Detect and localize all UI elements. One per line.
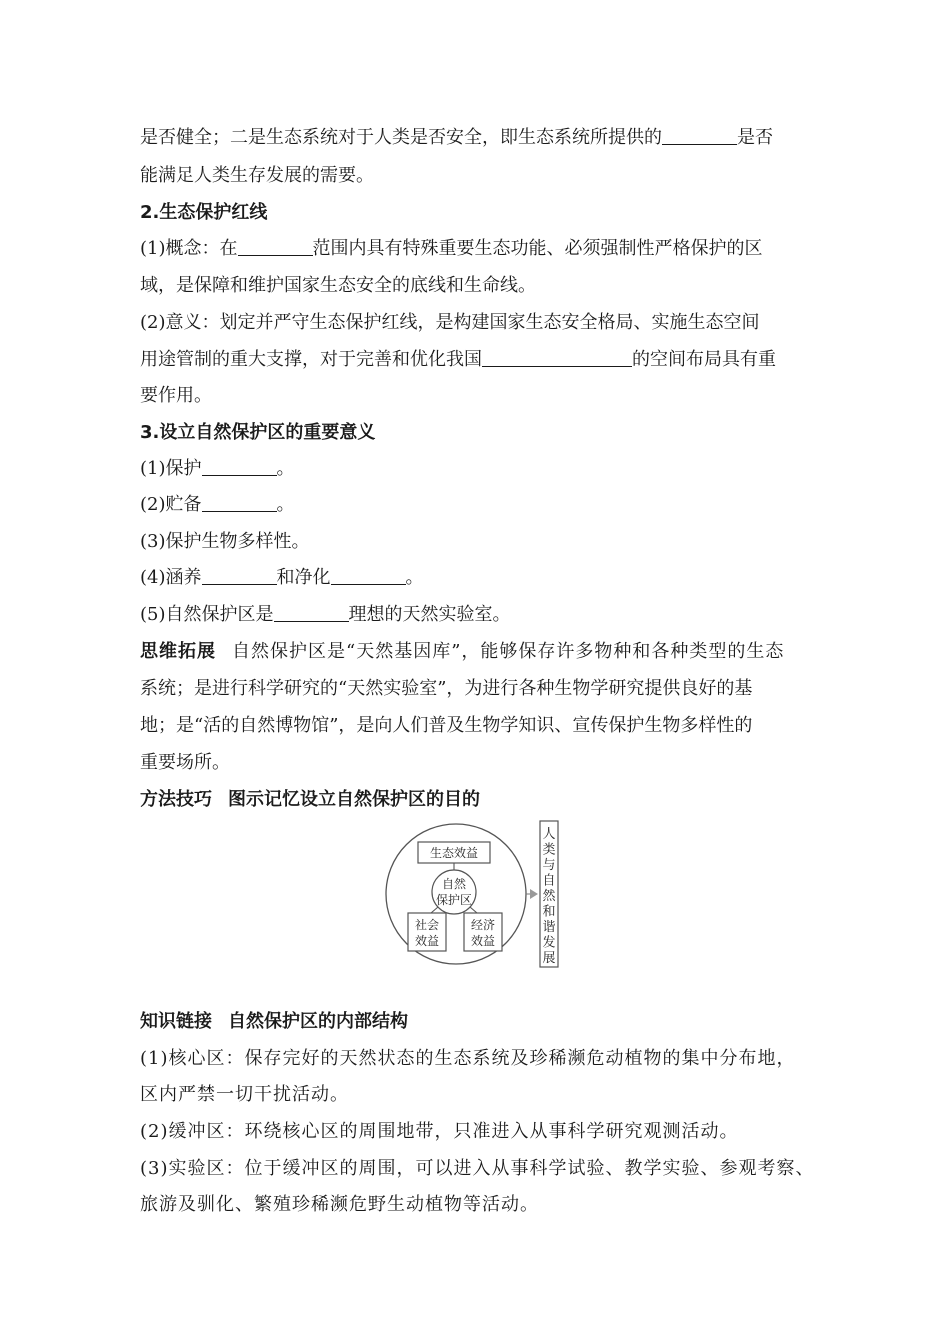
harmony-text bbox=[542, 827, 556, 966]
social-benefit-line2: 效益 bbox=[414, 934, 440, 948]
text: 。 bbox=[405, 567, 424, 588]
knowledge-heading bbox=[140, 1010, 408, 1034]
paragraph-line: 域，是保障和维护国家生态安全的底线和生命线。 bbox=[140, 275, 536, 296]
text: 。 bbox=[276, 458, 295, 479]
text: 是否 bbox=[737, 127, 773, 148]
economic-benefit-line2: 效益 bbox=[470, 934, 496, 948]
harmony-char: 与 bbox=[542, 858, 556, 873]
section-heading: 2.生态保护红线 bbox=[140, 202, 268, 223]
list-item bbox=[140, 493, 295, 517]
paragraph-line: 系统；是进行科学研究的“天然实验室”，为进行各种生物学研究提供良好的基 bbox=[140, 678, 753, 699]
fill-blank[interactable] bbox=[662, 126, 737, 145]
list-item bbox=[140, 566, 424, 590]
text: (5)自然保护区是 bbox=[140, 604, 274, 625]
economic-benefit-line1: 经济 bbox=[470, 918, 496, 932]
fill-blank[interactable] bbox=[482, 348, 632, 367]
list-item: (3)实验区：位于缓冲区的周围，可以进入从事科学试验、教学实验、参观考察、 bbox=[140, 1158, 815, 1179]
social-benefit-line1: 社会 bbox=[414, 918, 440, 932]
text: (2)贮备 bbox=[140, 494, 202, 515]
method-heading bbox=[140, 788, 480, 812]
text: 范围内具有特殊重要生态功能、必须强制性严格保护的区 bbox=[312, 238, 763, 259]
harmony-char: 类 bbox=[542, 842, 556, 858]
knowledge-label: 知识链接 bbox=[140, 1011, 212, 1032]
center-label-line2: 保护区 bbox=[435, 893, 473, 907]
arrow-right-icon bbox=[530, 889, 538, 899]
fill-blank[interactable] bbox=[202, 457, 277, 476]
thinking-label: 思维拓展 bbox=[140, 641, 216, 662]
paragraph-line: 区内严禁一切干扰活动。 bbox=[140, 1084, 349, 1105]
text: 理想的天然实验室。 bbox=[348, 604, 511, 625]
fill-blank[interactable] bbox=[238, 237, 313, 256]
text: 自然保护区是“天然基因库”，能够保存许多物种和各种类型的生态 bbox=[232, 641, 785, 662]
paragraph-line bbox=[140, 237, 763, 261]
center-label-line1: 自然 bbox=[441, 877, 467, 891]
text: (4)涵养 bbox=[140, 567, 202, 588]
knowledge-title: 自然保护区的内部结构 bbox=[228, 1011, 408, 1032]
paragraph-line: 地；是“活的自然博物馆”，是向人们普及生物学知识、宣传保护生物多样性的 bbox=[140, 715, 753, 736]
fill-blank[interactable] bbox=[274, 603, 349, 622]
paragraph-line: 要作用。 bbox=[140, 385, 212, 406]
text: 用途管制的重大支撑，对于完善和优化我国 bbox=[140, 349, 482, 370]
method-title: 图示记忆设立自然保护区的目的 bbox=[228, 789, 480, 810]
list-item: (2)缓冲区：环绕核心区的周围地带，只准进入从事科学研究观测活动。 bbox=[140, 1121, 739, 1142]
harmony-char: 发 bbox=[542, 935, 556, 951]
thinking-extension-line bbox=[140, 640, 784, 664]
protected-area-purpose-diagram bbox=[380, 818, 580, 970]
list-item: (1)核心区：保存完好的天然状态的生态系统及珍稀濒危动植物的集中分布地， bbox=[140, 1048, 796, 1069]
text: 的空间布局具有重 bbox=[632, 349, 776, 370]
paragraph-line: 能满足人类生存发展的需要。 bbox=[140, 165, 374, 186]
method-label: 方法技巧 bbox=[140, 789, 212, 810]
text: 和净化 bbox=[276, 567, 331, 588]
fill-blank[interactable] bbox=[331, 566, 406, 585]
harmony-char: 然 bbox=[542, 889, 556, 904]
text: 是否健全；二是生态系统对于人类是否安全，即生态系统所提供的 bbox=[140, 127, 662, 148]
section-heading: 3.设立自然保护区的重要意义 bbox=[140, 422, 376, 443]
harmony-char: 和 bbox=[542, 904, 556, 920]
paragraph-line: 旅游及驯化、繁殖珍稀濒危野生动植物等活动。 bbox=[140, 1194, 539, 1215]
text: 。 bbox=[276, 494, 295, 515]
ecological-benefit-label: 生态效益 bbox=[429, 846, 479, 860]
harmony-char: 展 bbox=[542, 951, 556, 966]
harmony-char: 谐 bbox=[542, 920, 556, 935]
fill-blank[interactable] bbox=[202, 566, 277, 585]
paragraph-line bbox=[140, 348, 776, 372]
text: (1)概念：在 bbox=[140, 238, 238, 259]
list-item bbox=[140, 457, 295, 481]
list-item bbox=[140, 603, 511, 627]
harmony-char: 人 bbox=[542, 827, 556, 842]
fill-blank[interactable] bbox=[202, 493, 277, 512]
harmony-char: 自 bbox=[542, 873, 556, 889]
list-item: (3)保护生物多样性。 bbox=[140, 531, 310, 552]
text: (1)保护 bbox=[140, 458, 202, 479]
paragraph-line: 重要场所。 bbox=[140, 752, 230, 773]
paragraph-line: (2)意义：划定并严守生态保护红线，是构建国家生态安全格局、实施生态空间 bbox=[140, 312, 760, 333]
paragraph-line bbox=[140, 126, 773, 150]
